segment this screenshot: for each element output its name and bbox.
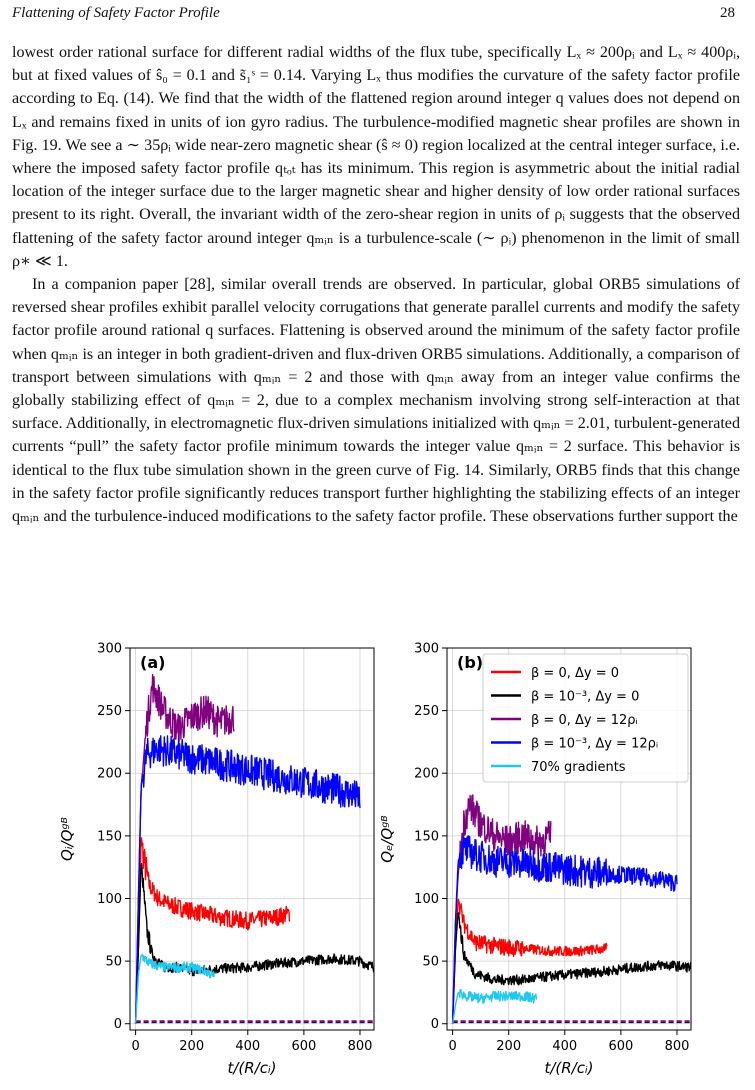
chart-panel-b	[378, 642, 691, 1078]
legend	[483, 654, 688, 782]
x-tick-label: 800	[664, 1039, 690, 1054]
x-axis-label: t/(R/cᵢ)	[544, 1059, 594, 1077]
x-tick-label: 0	[448, 1039, 457, 1054]
y-tick-label: 100	[414, 891, 439, 907]
y-tick-label: 50	[422, 954, 439, 970]
series-line	[453, 795, 551, 1024]
legend-label: β = 10⁻³, Δy = 0	[531, 689, 640, 705]
paragraph: lowest order rational surface for different radial widths of the flux tube, specifically Lₓ ≈ 200ρᵢ and Lₓ ≈ 400ρᵢ, but at fixed values of ŝ₀ = 0.1 and s̃₁ˢ = 0.14. Varying Lₓ thus modifies the curvature of the safety factor profile according to Eq. (14). We find that the width of the flattened region around integer q values does not depend on Lₓ and remains fixed in units of ion gyro radius. The turbulence-modified magnetic shear profiles are shown in Fig. 19. We see a ∼ 35ρᵢ wide near-zero magnetic shear (ŝ ≈ 0) region localized at the central integer surface, i.e. where the imposed safety factor profile qₜₒₜ has its minimum. This region is asymmetric about the initial radial location of the integer surface due to the larger magnetic shear and higher density of low order rational surfaces present to its right. Overall, the invariant width of the zero-shear region in units of ρᵢ suggests that the observed flattening of the safety factor around integer qₘᵢₙ is a turbulence-scale (∼ ρᵢ) phenomenon in the limit of small ρ∗ ≪ 1.	[12, 44, 740, 270]
x-tick-label: 400	[235, 1039, 261, 1054]
chart-panel-a	[58, 642, 374, 1078]
series-line	[453, 900, 607, 1024]
panel-label: (b)	[457, 653, 484, 672]
page-number: 28	[720, 5, 735, 21]
figure	[0, 630, 755, 1090]
body-text	[12, 41, 740, 528]
axes-frame	[130, 648, 374, 1030]
y-tick-label: 100	[97, 891, 122, 907]
series-line	[136, 955, 215, 1024]
y-axis-label: Qᵢ/Qᵍᴮ	[58, 817, 76, 861]
y-tick-label: 50	[105, 954, 122, 970]
y-tick-label: 200	[414, 766, 439, 782]
paragraph: In a companion paper [28], similar overall trends are observed. In particular, global ORB5 simulations of reversed shear profiles exhibit parallel velocity corrugations that generate parallel currents and modify the safety factor profile around rational q surfaces. Flattening is observed around the minimum of the safety factor profile when qₘᵢₙ is an integer in both gradient-driven and flux-driven ORB5 simulations. Additionally, a comparison of transport between simulations with qₘᵢₙ = 2 and those with qₘᵢₙ away from an integer value confirms the globally stabilizing effect of qₘᵢₙ = 2, due to a complex mechanism involving strong self-interaction at that surface. Additionally, in electromagnetic flux-driven simulations initialized with qₘᵢₙ = 2.01, turbulent-generated currents “pull” the safety factor profile minimum towards the integer value qₘᵢₙ = 2 surface. This behavior is identical to the flux tube simulation shown in the green curve of Fig. 14. Similarly, ORB5 finds that this change in the safety factor profile significantly reduces transport further highlighting the stabilizing effects of an integer qₘᵢₙ and the turbulence-induced modifications to the safety factor profile. These observations further support the	[12, 276, 740, 526]
y-axis-label: Qₑ/Qᵍᴮ	[378, 815, 396, 863]
legend-label: β = 0, Δy = 0	[531, 666, 620, 681]
y-tick-label: 250	[414, 704, 439, 720]
legend-label: 70% gradients	[531, 760, 626, 775]
x-tick-label: 0	[131, 1039, 140, 1054]
panel-label: (a)	[140, 653, 166, 672]
series-line	[136, 864, 374, 1024]
y-tick-label: 250	[97, 704, 122, 720]
figure-svg	[0, 630, 755, 1090]
x-tick-label: 400	[552, 1039, 578, 1054]
x-axis-label: t/(R/cᵢ)	[227, 1059, 277, 1077]
y-tick-label: 0	[430, 1017, 439, 1033]
y-tick-label: 150	[97, 829, 122, 845]
series-line	[453, 913, 691, 1024]
legend-label: β = 10⁻³, Δy = 12ρᵢ	[531, 736, 659, 752]
x-tick-label: 200	[496, 1039, 522, 1054]
y-tick-label: 300	[414, 641, 439, 657]
x-tick-label: 600	[608, 1039, 634, 1054]
y-tick-label: 300	[97, 641, 122, 657]
series-line	[136, 838, 290, 1024]
y-tick-label: 150	[414, 829, 439, 845]
x-tick-label: 800	[347, 1039, 373, 1054]
running-head	[12, 5, 735, 22]
x-tick-label: 200	[179, 1039, 205, 1054]
series-line	[453, 990, 537, 1024]
y-tick-label: 200	[97, 766, 122, 782]
y-tick-label: 0	[113, 1017, 122, 1033]
running-title: Flattening of Safety Factor Profile	[12, 5, 220, 21]
legend-label: β = 0, Δy = 12ρᵢ	[531, 713, 638, 728]
x-tick-label: 600	[291, 1039, 317, 1054]
